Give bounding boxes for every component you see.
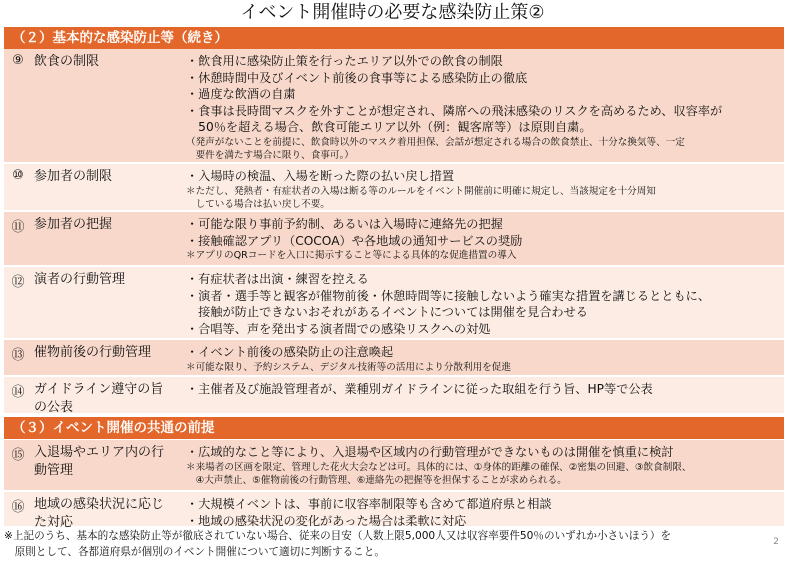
row-label: 入退場やエリア内の行動管理: [34, 445, 165, 478]
table-row: [4, 267, 784, 340]
row-number: ⑭: [11, 385, 25, 400]
bullet-line: ・有症状者は出演・練習を控える: [186, 272, 369, 286]
note-line: 要件を満たす場合に限り、食事可。）: [186, 149, 354, 161]
row-number: ⑫: [11, 275, 25, 290]
bullet-line: ・演者・選手等と観客が催物前後・休憩時間等に接触しないよう確実な措置を講じるとともに、: [186, 288, 711, 303]
row-content: [186, 381, 780, 398]
table-row: [4, 212, 784, 267]
table-row: [4, 49, 784, 164]
note-line: ＊ただし、発熱者・有症状者の入場は断る等のルールをイベント開催前に明確に規定し、当該規定を十分周知: [186, 185, 656, 197]
bullet-line: ・過度な飲酒の自粛: [186, 87, 296, 101]
bullet-line: ・休憩時間中及びイベント前後の食事等による感染防止の徹底: [186, 70, 528, 85]
bullet-line: ・イベント前後の感染防止の注意喚起: [186, 345, 394, 359]
row-content: [186, 344, 780, 374]
row-number: ⑪: [11, 220, 25, 235]
row-content: [186, 271, 780, 337]
row-number: ⑯: [11, 500, 25, 515]
table-row: [4, 340, 784, 377]
row-label: ガイドライン遵守の旨の公表: [34, 382, 164, 415]
section-header-basic-prevention: （２）基本的な感染防止等（続き）: [4, 27, 784, 49]
bullet-line: ・主催者及び施設管理者が、業種別ガイドラインに従った取組を行う旨、HP等で公表: [186, 382, 653, 396]
table-row: [4, 377, 784, 415]
row-content: [186, 496, 780, 529]
table-row: [4, 492, 784, 528]
page-number: 2: [773, 537, 779, 547]
bullet-line: 接触が防止できないおそれがあるイベントについては開催を見合わせる: [186, 305, 588, 319]
bullet-line: ・食事は長時間マスクを外すことが想定され、隣席への飛沫感染のリスクを高めるため、収容率が: [186, 103, 723, 118]
bullet-line: ・飲食用に感染防止策を行ったエリア以外での飲食の制限: [186, 54, 503, 68]
row-number: ⑩: [12, 168, 24, 183]
section-header-common-premise: （３）イベント開催の共通の前提: [4, 417, 784, 439]
row-label: 飲食の制限: [34, 54, 100, 69]
footnote: [4, 528, 764, 560]
bullet-line: ・接触確認アプリ（COCOA）や各地域の通知サービスの奨励: [186, 233, 523, 248]
row-content: [186, 53, 780, 162]
bullet-line: ・大規模イベントは、事前に収容率制限等も含めて都道府県と相談: [186, 497, 552, 511]
row-number: ⑮: [11, 448, 25, 463]
bullet-line: ・地域の感染状況の変化があった場合は柔軟に対応: [186, 513, 467, 528]
table-row: [4, 440, 784, 492]
row-label: 参加者の制限: [34, 169, 113, 184]
note-line: ＊可能な限り、予約システム、デジタル技術等の活用により分散利用を促進: [186, 361, 511, 373]
note-line: ④大声禁止、⑤催物前後の行動管理、⑥連絡先の把握等を担保することが求められる。: [186, 474, 567, 486]
row-number: ⑬: [11, 348, 25, 363]
row-number: ⑨: [12, 53, 24, 68]
bullet-line: ・合唱等、声を発出する演者間での感染リスクへの対処: [186, 321, 491, 336]
bullet-line: ・入場時の検温、入場を断った際の払い戻し措置: [186, 169, 455, 183]
footnote-line: 原則として、各都道府県が個別のイベント開催について適切に判断すること。: [4, 546, 385, 558]
bullet-line: ・広域的なこと等により、入退場や区域内の行動管理ができないものは開催を慎重に検討: [186, 445, 674, 459]
row-content: [186, 444, 780, 487]
footnote-line: ※上記のうち、基本的な感染防止等が徹底されていない場合、従来の目安（人数上限5,000人又は収容率要件50％のいずれか小さいほう）を: [4, 530, 672, 542]
row-content: [186, 168, 780, 211]
bullet-line: 50％を超える場合、飲食可能エリア以外（例：観客席等）は原則自粛。: [186, 120, 592, 134]
note-line: している場合は払い戻し不要。: [186, 198, 330, 210]
row-label: 催物前後の行動管理: [34, 345, 152, 360]
table-row: [4, 164, 784, 212]
row-label: 演者の行動管理: [34, 272, 126, 287]
row-content: [186, 216, 780, 262]
note-line: （発声がないことを前提に、飲食時以外のマスク着用担保、会話が想定される場合の飲食禁止、十分な換気等、一定: [186, 136, 685, 148]
row-label: 地域の感染状況に応じた対応: [34, 497, 165, 530]
note-line: ＊アプリのQRコードを入口に掲示すること等による具体的な促進措置の導入: [186, 250, 517, 261]
bullet-line: ・可能な限り事前予約制、あるいは入場時に連絡先の把握: [186, 217, 503, 231]
note-line: ＊来場者の区画を限定、管理した花火大会などは可。具体的には、①身体的距離の確保、②密集の回避、③飲食制限、: [186, 461, 692, 473]
page-title: イベント開催時の必要な感染防止策②: [240, 2, 545, 23]
row-label: 参加者の把握: [34, 217, 113, 232]
